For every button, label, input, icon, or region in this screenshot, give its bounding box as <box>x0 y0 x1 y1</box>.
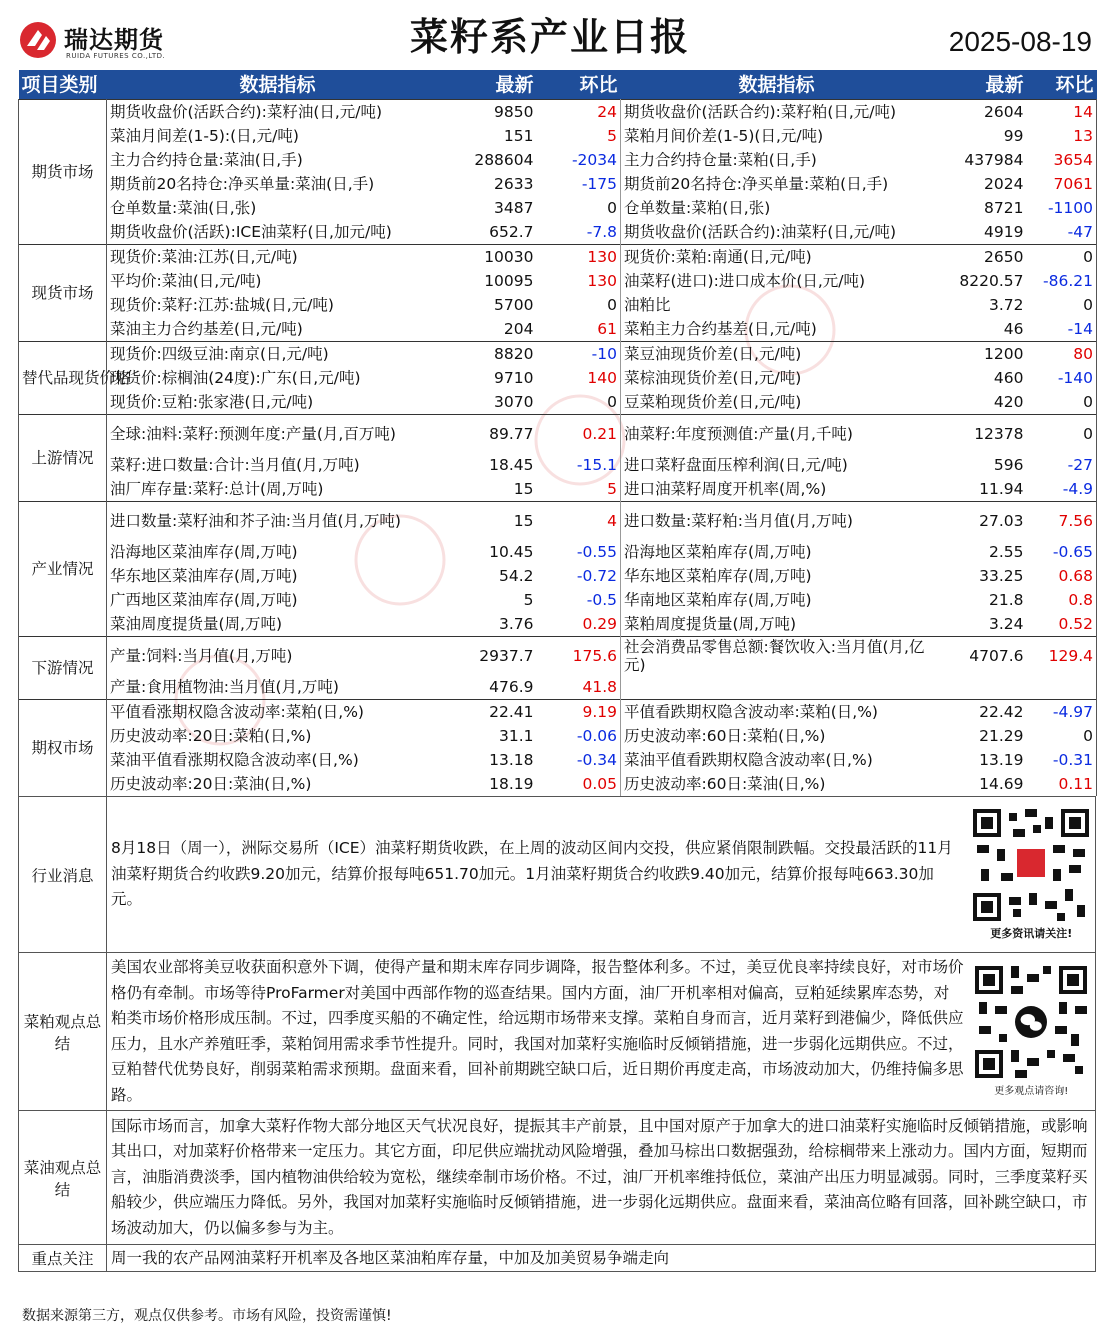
indicator-right: 油菜籽:年度预测值:产量(月,千吨) <box>621 415 933 454</box>
change-left: -0.06 <box>537 724 621 748</box>
indicator-right: 进口菜籽盘面压榨利润(日,元/吨) <box>624 456 848 474</box>
table-row <box>19 269 1097 293</box>
table-row <box>19 172 1097 196</box>
qr-code-icon <box>973 809 1089 921</box>
latest-left: 18.19 <box>489 775 534 793</box>
oil-view-label: 菜油观点总结 <box>19 1111 107 1245</box>
logo-name: 瑞达期货 <box>64 26 164 54</box>
meal-view-label: 菜粕观点总结 <box>19 953 107 1111</box>
indicator-left: 期货收盘价(活跃合约):菜籽油(日,元/吨) <box>107 100 449 125</box>
focus-label: 重点关注 <box>19 1245 107 1272</box>
report-date: 2025-08-19 <box>948 26 1092 57</box>
change-left: -15.1 <box>537 453 621 477</box>
indicator-left: 全球:油料:菜籽:预测年度:产量(月,百万吨) <box>107 415 449 454</box>
indicator-left: 菜油月间差(1-5):(日,元/吨) <box>110 127 299 145</box>
latest-left: 652.7 <box>489 223 534 241</box>
latest-left: 9710 <box>494 369 534 387</box>
indicator-left: 现货价:四级豆油:南京(日,元/吨) <box>107 342 449 367</box>
latest-left: 31.1 <box>498 727 534 745</box>
category-label: 替代品现货价格 <box>19 342 107 415</box>
focus-row <box>19 1245 1096 1272</box>
change-left: 24 <box>537 100 621 125</box>
change-right: 80 <box>1027 342 1097 367</box>
table-row <box>19 317 1097 342</box>
latest-left: 15 <box>449 502 537 541</box>
change-left: 175.6 <box>537 637 621 676</box>
latest-right: 33.25 <box>979 567 1024 585</box>
change-left: 0 <box>537 390 621 415</box>
change-left: -0.72 <box>537 564 621 588</box>
latest-left: 10030 <box>449 245 537 270</box>
latest-right: 12378 <box>933 415 1027 454</box>
indicator-left: 仓单数量:菜油(日,张) <box>110 199 257 217</box>
latest-left: 10095 <box>484 272 534 290</box>
change-right: 0 <box>1027 724 1097 748</box>
wechat-qr-code-icon <box>975 966 1087 1078</box>
latest-right: 3.72 <box>988 296 1024 314</box>
change-left: 0 <box>537 293 621 317</box>
latest-right: 437984 <box>964 151 1024 169</box>
latest-right: 14.69 <box>979 775 1024 793</box>
news-qr-caption: 更多资讯请关注! <box>990 926 1073 940</box>
category-label: 期货市场 <box>19 100 107 245</box>
change-left: 130 <box>537 245 621 270</box>
indicator-right: 菜粕月间价差(1-5)(日,元/吨) <box>624 127 824 145</box>
indicator-right: 进口油菜籽周度开机率(周,%) <box>624 480 827 498</box>
indicator-left: 进口数量:菜籽油和芥子油:当月值(月,万吨) <box>107 502 449 541</box>
change-left: 130 <box>537 269 621 293</box>
disclaimer: 数据来源第三方，观点仅供参考。市场有风险，投资需谨慎! <box>22 1308 392 1324</box>
table-row <box>19 453 1097 477</box>
indicator-right: 华南地区菜粕库存(周,万吨) <box>624 591 812 609</box>
indicator-left: 历史波动率:20日:菜油(日,%) <box>110 775 312 793</box>
indicator-right: 油粕比 <box>624 296 671 314</box>
latest-right: 1200 <box>933 342 1027 367</box>
latest-right: 4707.6 <box>933 637 1027 676</box>
table-row <box>19 675 1097 700</box>
change-right: -14 <box>1027 317 1097 342</box>
category-label: 期权市场 <box>19 700 107 797</box>
latest-left: 22.41 <box>449 700 537 725</box>
indicator-right: 平值看跌期权隐含波动率:菜粕(日,%) <box>621 700 933 725</box>
latest-right <box>933 675 1027 700</box>
change-right: -4.9 <box>1027 477 1097 502</box>
indicator-left: 平值看涨期权隐含波动率:菜粕(日,%) <box>107 700 449 725</box>
indicator-right: 菜棕油现货价差(日,元/吨) <box>624 369 802 387</box>
latest-left: 89.77 <box>449 415 537 454</box>
table-row <box>19 540 1097 564</box>
change-right: -140 <box>1027 366 1097 390</box>
latest-right: 2604 <box>933 100 1027 125</box>
change-left: 0 <box>537 196 621 220</box>
change-left: 140 <box>537 366 621 390</box>
change-left: 0.21 <box>537 415 621 454</box>
news-row <box>19 797 1096 953</box>
table-row <box>19 588 1097 612</box>
change-left: 0.29 <box>537 612 621 637</box>
indicator-left: 现货价:菜油:江苏(日,元/吨) <box>107 245 449 270</box>
table-row <box>19 612 1097 637</box>
indicator-right: 进口数量:菜籽粕:当月值(月,万吨) <box>621 502 933 541</box>
col-indicator-left: 数据指标 <box>107 70 449 100</box>
latest-right: 13.19 <box>979 751 1024 769</box>
table-row <box>19 700 1097 725</box>
table-row <box>19 220 1097 245</box>
col-change-right: 环比 <box>1027 70 1097 100</box>
latest-left: 54.2 <box>498 567 534 585</box>
change-left: -0.55 <box>537 540 621 564</box>
latest-left: 5 <box>523 591 534 609</box>
indicator-left: 华东地区菜油库存(周,万吨) <box>110 567 298 585</box>
indicator-left: 菜油周度提货量(周,万吨) <box>110 615 283 633</box>
indicator-left: 产量:饲料:当月值(月,万吨) <box>107 637 449 676</box>
indicator-left: 菜籽:进口数量:合计:当月值(月,万吨) <box>110 456 360 474</box>
latest-right: 46 <box>1003 320 1024 338</box>
meal-view-qr-caption: 更多观点请咨询! <box>994 1086 1069 1097</box>
change-left: 5 <box>537 477 621 502</box>
change-left: -7.8 <box>537 220 621 245</box>
change-right: 7.56 <box>1027 502 1097 541</box>
latest-right: 8220.57 <box>959 272 1024 290</box>
change-right: 0 <box>1027 415 1097 454</box>
indicator-right: 华东地区菜粕库存(周,万吨) <box>624 567 812 585</box>
table-header-row <box>19 70 1097 100</box>
oil-view-text: 国际市场而言，加拿大菜籽作物大部分地区天气状况良好，提振其丰产前景，且中国对原产于加拿大的进口油菜籽实施临时反倾销措施，或影响其出口，对加菜籽价格带来一定压力。其它方面，印尼供应端扰动风险增强，叠加马棕出口数据强劲，给棕榈带来上涨动力。国内方面，短期而言，油脂消费淡季，国内植物油供给较为宽松，继续牵制市场价格。不过，油厂开机率维持低位，菜油产出压力明显减弱。同时，三季度菜籽买船较少，供应端压力降低。另外，我国对加菜籽实施临时反倾销措施，进一步弱化远期供应。盘面来看，菜油高位略有回落，回补跳空缺口，市场波动加大，仍以偏多参与为主。 <box>107 1111 1096 1245</box>
col-change-left: 环比 <box>537 70 621 100</box>
change-right: -4.97 <box>1027 700 1097 725</box>
indicator-right: 菜粕主力合约基差(日,元/吨) <box>624 320 817 338</box>
latest-left: 151 <box>503 127 534 145</box>
latest-left: 2937.7 <box>449 637 537 676</box>
latest-right: 420 <box>993 393 1024 411</box>
latest-right: 27.03 <box>933 502 1027 541</box>
indicator-left: 菜油主力合约基差(日,元/吨) <box>110 320 303 338</box>
change-right: 0.52 <box>1027 612 1097 637</box>
news-qr <box>968 797 1096 953</box>
indicator-right: 主力合约持仓量:菜粕(日,手) <box>624 151 817 169</box>
indicator-left: 沿海地区菜油库存(周,万吨) <box>110 543 298 561</box>
table-row <box>19 390 1097 415</box>
indicator-table <box>18 70 1097 796</box>
change-right: 13 <box>1027 124 1097 148</box>
latest-right: 460 <box>993 369 1024 387</box>
category-label: 上游情况 <box>19 415 107 502</box>
category-label: 现货市场 <box>19 245 107 342</box>
col-latest-right: 最新 <box>933 70 1027 100</box>
indicator-left: 现货价:豆粕:张家港(日,元/吨) <box>110 393 314 411</box>
change-left: 5 <box>537 124 621 148</box>
indicator-left: 油厂库存量:菜籽:总计(周,万吨) <box>110 480 324 498</box>
indicator-right: 菜粕周度提货量(周,万吨) <box>624 615 797 633</box>
indicator-left: 现货价:棕榈油(24度):广东(日,元/吨) <box>110 369 361 387</box>
indicator-right: 油菜籽(进口):进口成本价(日,元/吨) <box>624 272 866 290</box>
change-right: 14 <box>1027 100 1097 125</box>
table-row <box>19 342 1097 367</box>
latest-right: 21.29 <box>979 727 1024 745</box>
table-row <box>19 502 1097 541</box>
report-header <box>0 0 1100 68</box>
meal-view-text: 美国农业部将美豆收获面积意外下调，使得产量和期末库存同步调降，报告整体利多。不过，美豆优良率持续良好，对市场价格仍有牵制。市场等待ProFarmer对美国中西部作物的巡查结果。国内方面，油厂开机率相对偏高，豆粕延续累库态势，对粕类市场价格形成压制。不过，四季度买船的不确定性，给远期市场带来支撑。菜粕自身而言，近月菜籽到港偏少，降低供应压力，且水产养殖旺季，菜粕饲用需求季节性提升。同时，我国对加菜籽实施临时反倾销措施，进一步弱化远期供应。不过，豆粕替代优势良好，削弱菜粕需求预期。盘面来看，回补前期跳空缺口后，近日期价再度走高，市场波动加大，仍维持偏多思路。 <box>107 953 968 1111</box>
indicator-left: 广西地区菜油库存(周,万吨) <box>110 591 298 609</box>
indicator-left: 菜油平值看涨期权隐含波动率(日,%) <box>110 751 359 769</box>
change-left: -175 <box>537 172 621 196</box>
change-left: 9.19 <box>537 700 621 725</box>
table-row <box>19 748 1097 772</box>
latest-right: 4919 <box>984 223 1024 241</box>
change-right: 0 <box>1027 293 1097 317</box>
table-row <box>19 637 1097 676</box>
latest-left: 8820 <box>449 342 537 367</box>
latest-left: 2633 <box>494 175 534 193</box>
change-right: 7061 <box>1027 172 1097 196</box>
latest-left: 10.45 <box>489 543 534 561</box>
latest-left: 288604 <box>474 151 534 169</box>
table-row <box>19 564 1097 588</box>
table-row <box>19 366 1097 390</box>
focus-text: 周一我的农产品网油菜籽开机率及各地区菜油粕库存量，中加及加美贸易争端走向 <box>107 1245 1096 1272</box>
latest-left: 476.9 <box>489 678 534 696</box>
change-right: -86.21 <box>1027 269 1097 293</box>
table-row <box>19 293 1097 317</box>
indicator-left: 平均价:菜油(日,元/吨) <box>110 272 262 290</box>
indicator-left: 现货价:菜籽:江苏:盐城(日,元/吨) <box>110 296 334 314</box>
latest-left: 3.76 <box>498 615 534 633</box>
news-label: 行业消息 <box>19 797 107 953</box>
change-right: 0.8 <box>1027 588 1097 612</box>
table-row <box>19 415 1097 454</box>
indicator-left: 期货收盘价(活跃):ICE油菜籽(日,加元/吨) <box>110 223 392 241</box>
indicator-right: 豆菜粕现货价差(日,元/吨) <box>624 393 802 411</box>
change-left: -10 <box>537 342 621 367</box>
change-right: -47 <box>1027 220 1097 245</box>
latest-right: 2.55 <box>988 543 1024 561</box>
indicator-right: 菜油平值看跌期权隐含波动率(日,%) <box>624 751 873 769</box>
change-right: 129.4 <box>1027 637 1097 676</box>
change-right: -0.65 <box>1027 540 1097 564</box>
latest-left: 18.45 <box>489 456 534 474</box>
latest-right: 596 <box>993 456 1024 474</box>
latest-left: 3070 <box>494 393 534 411</box>
oil-view-row <box>19 1111 1096 1245</box>
latest-right: 3.24 <box>988 615 1024 633</box>
latest-left: 5700 <box>494 296 534 314</box>
category-label: 下游情况 <box>19 637 107 700</box>
meal-view-row <box>19 953 1096 1111</box>
indicator-left: 期货前20名持仓:净买单量:菜油(日,手) <box>110 175 375 193</box>
indicator-right: 现货价:菜粕:南通(日,元/吨) <box>621 245 933 270</box>
table-row <box>19 124 1097 148</box>
change-left: 61 <box>537 317 621 342</box>
change-right: 0 <box>1027 245 1097 270</box>
indicator-right: 期货前20名持仓:净买单量:菜粕(日,手) <box>624 175 889 193</box>
change-left: -0.34 <box>537 748 621 772</box>
change-left: 4 <box>537 502 621 541</box>
change-right <box>1027 675 1097 700</box>
col-latest-left: 最新 <box>449 70 537 100</box>
latest-left: 13.18 <box>489 751 534 769</box>
col-category: 项目类别 <box>19 70 107 100</box>
indicator-right: 沿海地区菜粕库存(周,万吨) <box>624 543 812 561</box>
table-row <box>19 772 1097 796</box>
indicator-right: 期货收盘价(活跃合约):菜籽粕(日,元/吨) <box>621 100 933 125</box>
latest-right: 22.42 <box>933 700 1027 725</box>
latest-right: 99 <box>1003 127 1024 145</box>
table-row <box>19 245 1097 270</box>
col-indicator-right: 数据指标 <box>621 70 933 100</box>
latest-right: 2650 <box>933 245 1027 270</box>
report-body <box>18 70 1096 1272</box>
commentary-table <box>18 796 1096 1272</box>
indicator-left: 主力合约持仓量:菜油(日,手) <box>110 151 303 169</box>
change-left: 0.05 <box>537 772 621 796</box>
latest-left: 15 <box>513 480 534 498</box>
change-left: 41.8 <box>537 675 621 700</box>
change-right: 3654 <box>1027 148 1097 172</box>
indicator-right: 期货收盘价(活跃合约):油菜籽(日,元/吨) <box>624 223 897 241</box>
indicator-left: 历史波动率:20日:菜粕(日,%) <box>110 727 312 745</box>
indicator-right: 菜豆油现货价差(日,元/吨) <box>621 342 933 367</box>
category-label: 产业情况 <box>19 502 107 637</box>
change-right: 0.68 <box>1027 564 1097 588</box>
indicator-right: 社会消费品零售总额:餐饮收入:当月值(月,亿元) <box>621 637 933 676</box>
latest-left: 204 <box>503 320 534 338</box>
indicator-right: 历史波动率:60日:菜油(日,%) <box>624 775 826 793</box>
latest-left: 3487 <box>494 199 534 217</box>
change-right: -1100 <box>1027 196 1097 220</box>
table-row <box>19 148 1097 172</box>
table-row <box>19 724 1097 748</box>
latest-left: 9850 <box>449 100 537 125</box>
indicator-right: 仓单数量:菜粕(日,张) <box>624 199 771 217</box>
indicator-right <box>621 675 933 700</box>
table-row <box>19 477 1097 502</box>
meal-view-qr <box>968 953 1096 1111</box>
latest-right: 21.8 <box>988 591 1024 609</box>
indicator-right: 历史波动率:60日:菜粕(日,%) <box>624 727 826 745</box>
latest-right: 2024 <box>984 175 1024 193</box>
news-text: 8月18日（周一），洲际交易所（ICE）油菜籽期货收跌，在上周的波动区间内交投，供应紧俏限制跌幅。交投最活跃的11月油菜籽期货合约收跌9.20加元，结算价报每吨651.70加元。1月油菜籽期货合约收跌9.40加元，结算价报每吨663.30加元。 <box>107 797 968 953</box>
change-right: -27 <box>1027 453 1097 477</box>
change-right: -0.31 <box>1027 748 1097 772</box>
latest-right: 8721 <box>984 199 1024 217</box>
change-right: 0 <box>1027 390 1097 415</box>
page-title: 菜籽系产业日报 <box>409 15 690 59</box>
latest-right: 11.94 <box>979 480 1024 498</box>
change-left: -0.5 <box>537 588 621 612</box>
table-row <box>19 196 1097 220</box>
table-row <box>19 100 1097 125</box>
indicator-left: 产量:食用植物油:当月值(月,万吨) <box>110 678 339 696</box>
change-right: 0.11 <box>1027 772 1097 796</box>
logo-subtitle: RUIDA FUTURES CO.,LTD. <box>66 52 166 60</box>
change-left: -2034 <box>537 148 621 172</box>
